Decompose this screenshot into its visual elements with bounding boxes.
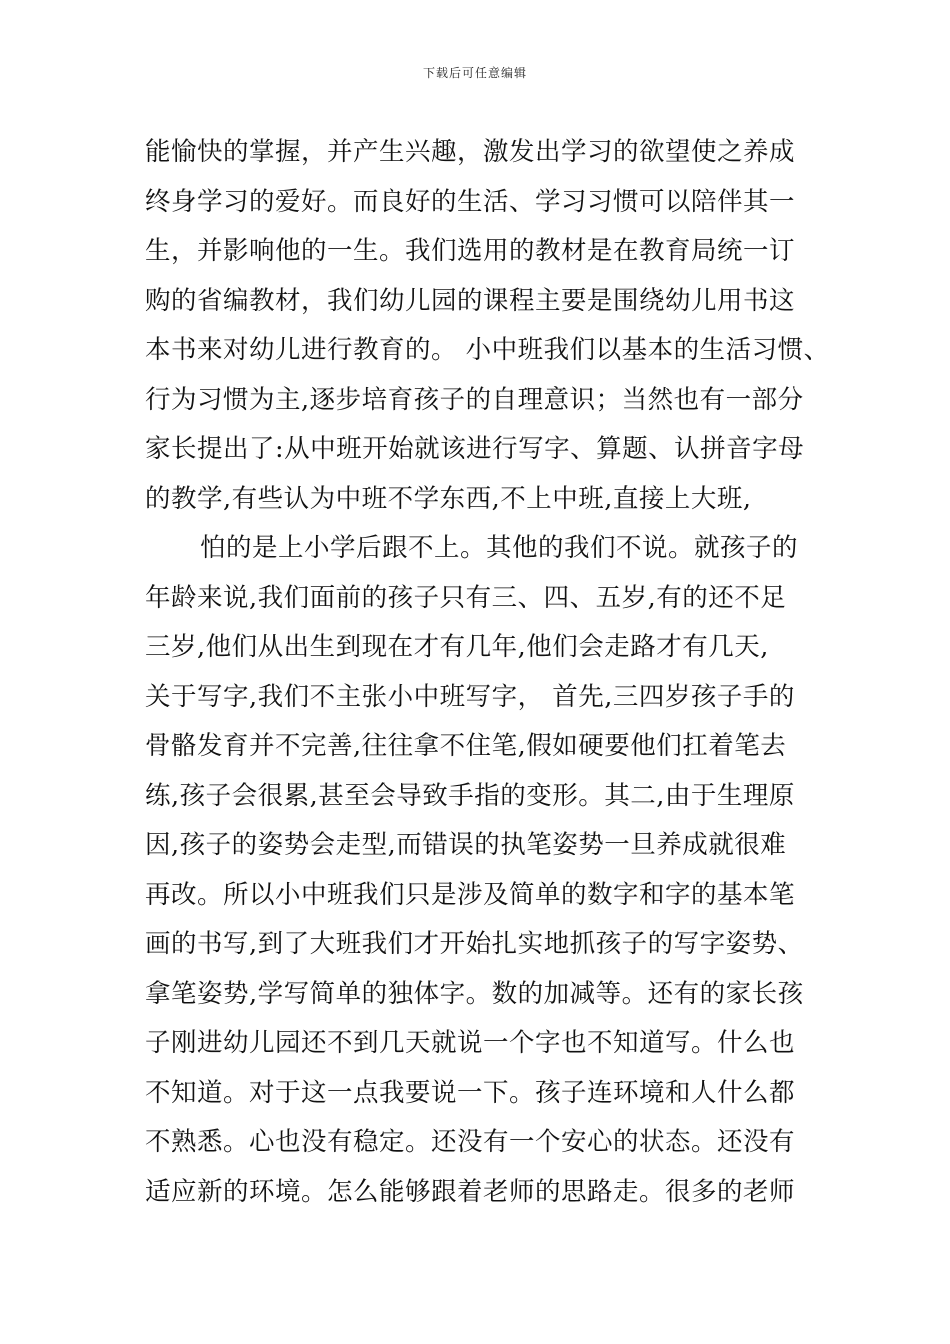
body-text [145,128,830,1217]
text-line: 适应新的环境。怎么能够跟着老师的思路走。很多的老师 [145,1176,796,1207]
text-line: 的教学,有些认为中班不学东西,不上中班,直接上大班, [145,483,752,514]
text-line: 骨骼发育并不完善,往往拿不住笔,假如硬要他们扛着笔去 [145,731,787,761]
text-line: 不熟悉。心也没有稳定。还没有一个安心的状态。还没有 [145,1127,796,1157]
text-line: 拿笔姿势,学写简单的独体字。数的加减等。还有的家长孩 [145,978,804,1009]
text-line: 生，并影响他的一生。我们选用的教材是在教育局统一订 [145,236,796,266]
text-line: 行为习惯为主,逐步培育孩子的自理意识；当然也有一部分 [145,384,804,415]
text-line: 能愉快的掌握，并产生兴趣，激发出学习的欲望使之养成 [145,137,796,167]
page-header: 下载后可任意编辑 [422,66,527,80]
text-line: 本书来对幼儿进行教育的。 小中班我们以基本的生活习惯、 [145,335,830,365]
text-line: 终身学习的爱好。而良好的生活、学习习惯可以陪伴其一 [145,186,796,217]
text-line: 购的省编教材，我们幼儿园的课程主要是围绕幼儿用书这 [145,285,796,316]
text-line: 关于写字,我们不主张小中班写字， 首先,三四岁孩子手的 [145,681,795,712]
paragraph-start-line: 怕的是上小学后跟不上。其他的我们不说。就孩子的 [200,533,799,563]
text-line: 练,孩子会很累,甚至会导致手指的变形。其二,由于生理原 [145,780,795,811]
text-line: 不知道。对于这一点我要说一下。孩子连环境和人什么都 [145,1077,796,1108]
text-line: 家长提出了:从中班开始就该进行写字、算题、认拼音字母 [145,434,805,464]
text-line: 再改。所以小中班我们只是涉及简单的数字和字的基本笔 [145,879,796,910]
text-line: 子刚进幼儿园还不到几天就说一个字也不知道写。什么也 [145,1028,796,1058]
text-line: 三岁,他们从出生到现在才有几年,他们会走路才有几天, [145,632,769,662]
text-line: 画的书写,到了大班我们才开始扎实地抓孩子的写字姿势、 [145,929,804,959]
text-line: 年龄来说,我们面前的孩子只有三、四、五岁,有的还不足 [145,582,787,613]
text-line: 因,孩子的姿势会走型,而错误的执笔姿势一旦养成就很难 [145,830,787,860]
